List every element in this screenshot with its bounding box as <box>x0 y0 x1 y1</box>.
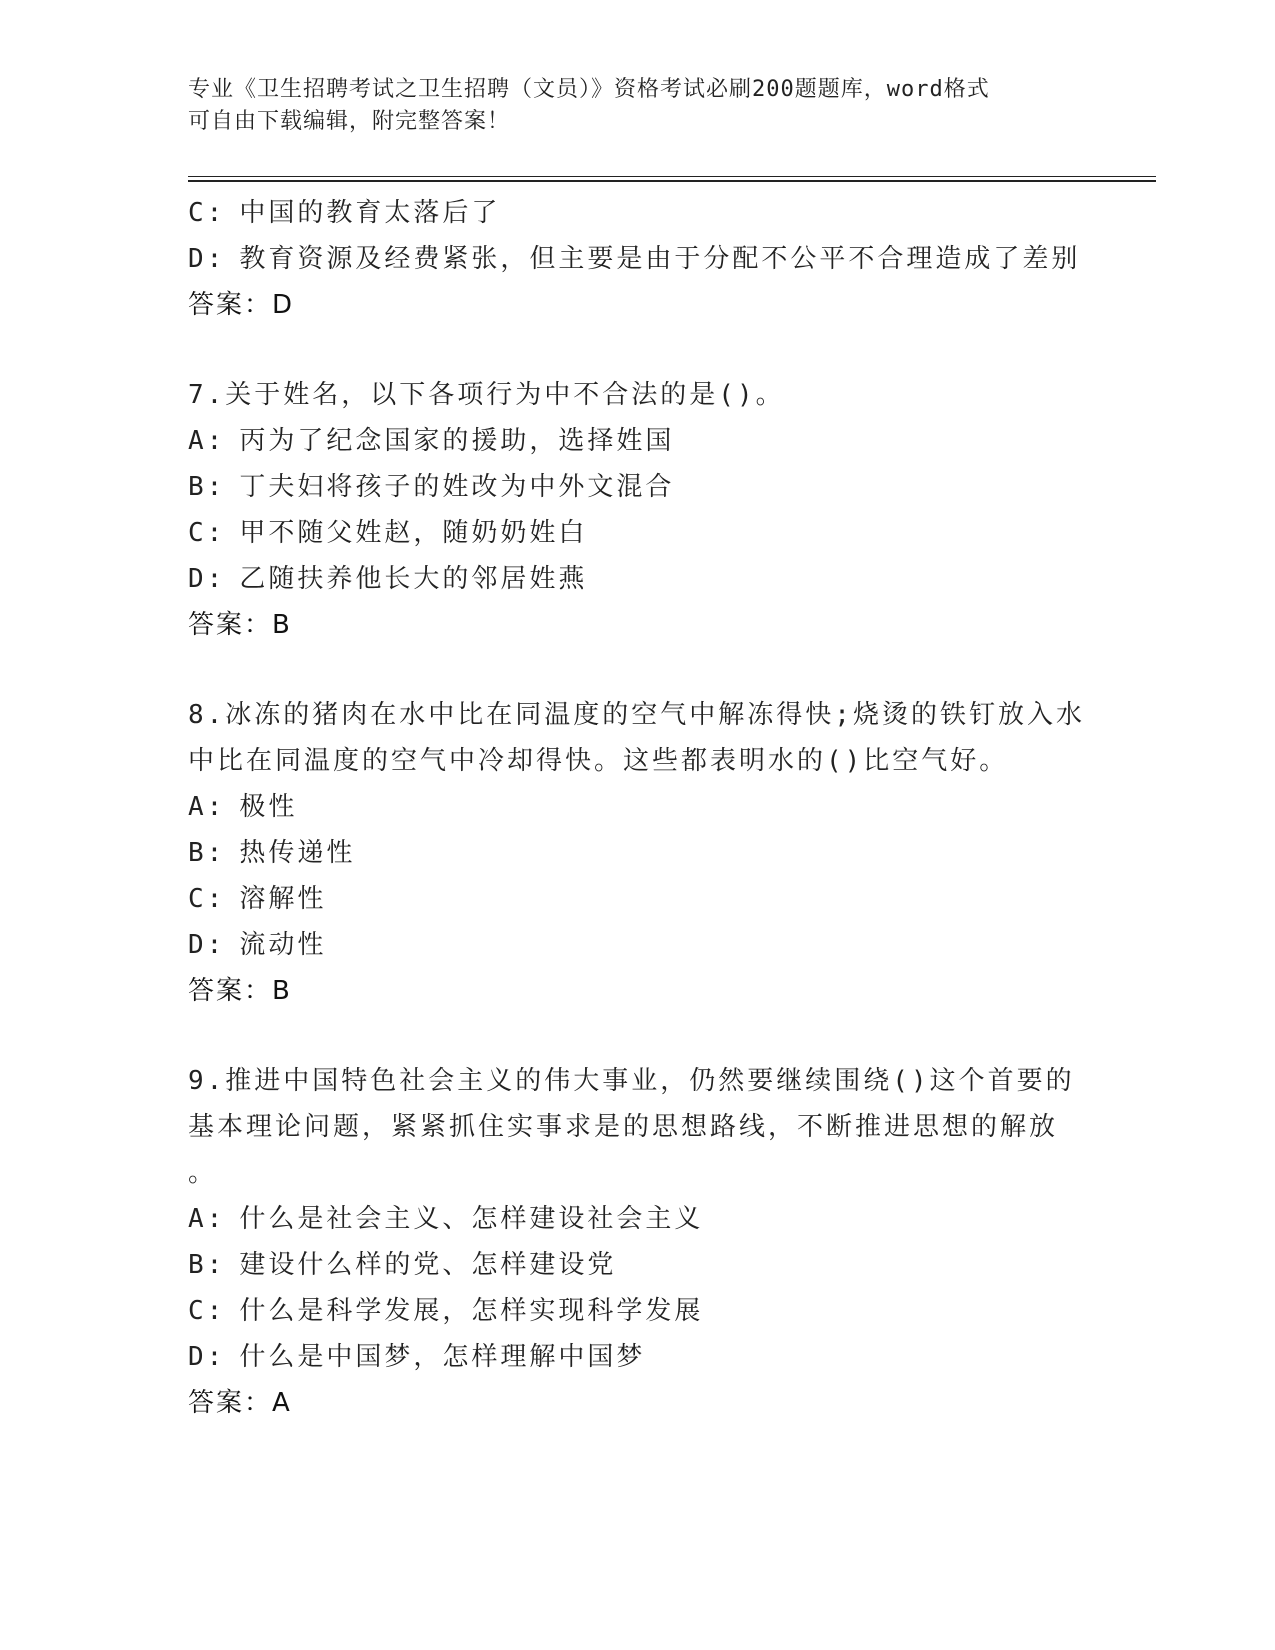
option-d: D: 流动性 <box>188 930 327 960</box>
question-list <box>188 190 1088 1426</box>
option-d: D: 乙随扶养他长大的邻居姓燕 <box>188 564 588 594</box>
answer-line: 答案：D <box>188 290 295 320</box>
answer-line: 答案：A <box>188 1388 292 1418</box>
question-stem: 基本理论问题，紧紧抓住实事求是的思想路线，不断推进思想的解放 <box>188 1112 1059 1142</box>
option-c: C: 什么是科学发展，怎样实现科学发展 <box>188 1296 704 1326</box>
answer-line: 答案：B <box>188 610 292 640</box>
answer-line: 答案：B <box>188 976 292 1006</box>
option-b: B: 热传递性 <box>188 838 356 868</box>
option-a: A: 什么是社会主义、怎样建设社会主义 <box>188 1204 704 1234</box>
option-d: D: 教育资源及经费紧张，但主要是由于分配不公平不合理造成了差别 <box>188 244 1081 274</box>
question-stem: 9.推进中国特色社会主义的伟大事业，仍然要继续围绕()这个首要的 <box>188 1066 1075 1096</box>
option-c: C: 中国的教育太落后了 <box>188 198 501 228</box>
question-stem: 。 <box>188 1158 218 1188</box>
option-b: B: 建设什么样的党、怎样建设党 <box>188 1250 617 1280</box>
option-d: D: 什么是中国梦，怎样理解中国梦 <box>188 1342 646 1372</box>
option-a: A: 丙为了纪念国家的援助，选择姓国 <box>188 426 675 456</box>
question-9 <box>188 1058 1088 1426</box>
header-line-1: 专业《卫生招聘考试之卫生招聘（文员）》资格考试必刷200题题库，word格式 <box>188 77 990 102</box>
header-divider-thin <box>188 176 1156 177</box>
question-7 <box>188 372 1088 648</box>
header-divider-thick <box>188 180 1156 182</box>
header-line-2: 可自由下载编辑，附完整答案！ <box>188 109 511 134</box>
question-stem: 中比在同温度的空气中冷却得快。这些都表明水的()比空气好。 <box>188 746 1009 776</box>
option-b: B: 丁夫妇将孩子的姓改为中外文混合 <box>188 472 675 502</box>
option-c: C: 溶解性 <box>188 884 327 914</box>
question-8 <box>188 692 1088 1014</box>
question-6-continuation <box>188 190 1088 328</box>
question-stem: 7.关于姓名，以下各项行为中不合法的是()。 <box>188 380 785 410</box>
question-stem: 8.冰冻的猪肉在水中比在同温度的空气中解冻得快;烧烫的铁钉放入水 <box>188 700 1085 730</box>
option-c: C: 甲不随父姓赵，随奶奶姓白 <box>188 518 588 548</box>
option-a: A: 极性 <box>188 792 298 822</box>
document-header <box>188 74 1088 138</box>
